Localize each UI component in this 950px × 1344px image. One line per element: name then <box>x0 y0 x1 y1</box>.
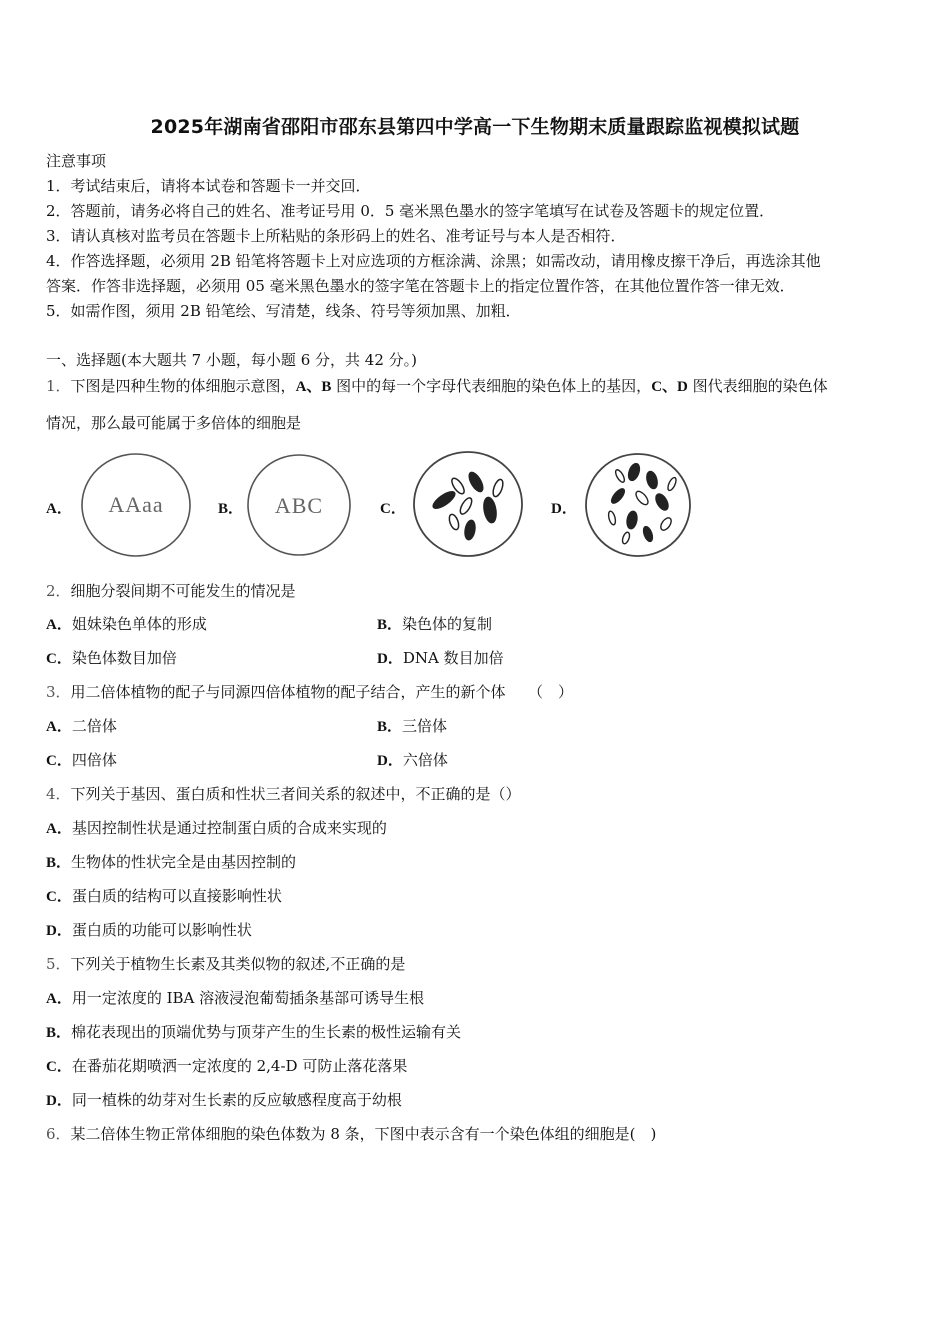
question-number: 3． <box>46 683 71 701</box>
chromosome <box>645 470 659 490</box>
chromosome <box>482 496 498 524</box>
option-text: 三倍体 <box>402 717 448 735</box>
chromosome <box>626 510 639 529</box>
cell-figure-a <box>78 450 198 560</box>
question-3 <box>46 682 573 702</box>
question-4 <box>46 784 521 804</box>
option-text: 蛋白质的功能可以影响性状 <box>71 921 252 939</box>
question-number: 5． <box>46 955 71 973</box>
question-text: 图代表细胞的染色体 <box>687 377 828 395</box>
option-b <box>46 1022 461 1043</box>
notice-item: 答案．作答非选择题，必须用 05 毫米黑色墨水的签字笔在答题卡上的指定位置作答，在其他位置作答一律无效． <box>46 277 795 295</box>
option-label: C． <box>46 753 72 769</box>
notice-heading: 注意事项 <box>46 152 107 170</box>
option-label: D． <box>46 1093 72 1109</box>
chromosome <box>621 531 631 544</box>
chromosome <box>491 478 505 498</box>
gene-text-b: ABC <box>274 493 324 518</box>
option-text: 同一植株的幼芽对生长素的反应敏感程度高于幼根 <box>71 1091 402 1109</box>
option-label: D． <box>46 923 72 939</box>
question-number: 1． <box>46 377 71 395</box>
notice-item: 1．考试结束后，请将本试卷和答题卡一并交回． <box>46 177 371 195</box>
figure-label-a: A． <box>46 501 72 517</box>
question-text-bold: A、B <box>295 379 332 395</box>
question-number: 2． <box>46 582 71 600</box>
option-label: A． <box>46 719 72 735</box>
option-text: 生物体的性状完全是由基因控制的 <box>71 853 297 871</box>
notice-item: 2．答题前，请务必将自己的姓名、准考证号用 0．5 毫米黑色墨水的签字笔填写在试卷及答题卡的规定位置． <box>46 202 775 220</box>
chromosome <box>659 516 674 532</box>
option-label: B． <box>377 719 403 735</box>
cell-figure-b <box>244 452 356 560</box>
chromosome <box>448 513 461 531</box>
option-label: B． <box>46 1025 72 1041</box>
question-text: 用二倍体植物的配子与同源四倍体植物的配子结合，产生的新个体 （ ） <box>70 683 574 701</box>
chromosome <box>614 468 626 483</box>
option-a <box>46 716 117 737</box>
option-label: B． <box>46 855 72 871</box>
option-d <box>377 750 448 771</box>
question-text: 图中的每一个字母代表细胞的染色体上的基因， <box>331 377 652 395</box>
option-text: 染色体数目加倍 <box>71 649 177 667</box>
chromosome <box>653 492 671 513</box>
question-1-continued: 情况，那么最可能属于多倍体的细胞是 <box>46 414 302 432</box>
option-text: 染色体的复制 <box>402 615 493 633</box>
cell-figure-c <box>410 448 526 560</box>
chromosome <box>430 488 457 511</box>
chromosome <box>463 519 476 540</box>
chromosome <box>666 476 677 491</box>
option-text: 二倍体 <box>71 717 117 735</box>
option-text: 基因控制性状是通过控制蛋白质的合成来实现的 <box>71 819 387 837</box>
chromosome <box>634 489 650 506</box>
page-title: 2025年湖南省邵阳市邵东县第四中学高一下生物期末质量跟踪监视模拟试题 <box>150 116 800 138</box>
question-text: 细胞分裂间期不可能发生的情况是 <box>70 582 296 600</box>
notice-item: 4．作答选择题，必须用 2B 铅笔将答题卡上对应选项的方框涂满、涂黑；如需改动，请用橡皮擦干净后，再选涂其他 <box>46 252 821 270</box>
question-text: 某二倍体生物正常体细胞的染色体数为 8 条，下图中表示含有一个染色体组的细胞是( ) <box>70 1125 657 1143</box>
question-1 <box>46 376 828 397</box>
option-text: 在番茄花期喷洒一定浓度的 2,4-D 可防止落花落果 <box>71 1057 408 1075</box>
chromosome <box>626 462 642 482</box>
notice-item: 5．如需作图，须用 2B 铅笔绘、写清楚，线条、符号等须加黑、加粗． <box>46 302 521 320</box>
question-number: 4． <box>46 785 71 803</box>
question-text: 下列关于基因、蛋白质和性状三者间关系的叙述中，不正确的是（） <box>70 785 521 803</box>
option-a <box>46 988 424 1009</box>
option-b <box>377 716 447 737</box>
figure-label-b: B． <box>218 501 244 517</box>
option-c <box>46 750 117 771</box>
cell-figure-d <box>582 450 694 560</box>
option-text: DNA 数目加倍 <box>402 649 504 667</box>
question-2 <box>46 581 296 601</box>
question-6 <box>46 1124 656 1144</box>
question-text: 下图是四种生物的体细胞示意图， <box>70 377 296 395</box>
option-label: B． <box>377 617 403 633</box>
option-label: D． <box>377 753 403 769</box>
figure-label-c: C． <box>380 501 406 517</box>
figure-label-d: D． <box>551 501 577 517</box>
notice-item: 3．请认真核对监考员在答题卡上所粘贴的条形码上的姓名、准考证号与本人是否相符． <box>46 227 626 245</box>
option-d <box>46 1090 402 1111</box>
option-b <box>377 614 492 635</box>
option-label: C． <box>46 651 72 667</box>
option-b <box>46 852 296 873</box>
option-label: C． <box>46 889 72 905</box>
question-text: 下列关于植物生长素及其类似物的叙述,不正确的是 <box>70 955 406 973</box>
question-5 <box>46 954 405 974</box>
option-label: A． <box>46 617 72 633</box>
chromosome <box>607 510 616 525</box>
question-number: 6． <box>46 1125 71 1143</box>
option-label: A． <box>46 991 72 1007</box>
option-label: C． <box>46 1059 72 1075</box>
chromosome <box>466 470 486 494</box>
option-text: 六倍体 <box>402 751 448 769</box>
section-heading: 一、选择题(本大题共 7 小题，每小题 6 分，共 42 分。) <box>46 351 417 369</box>
option-text: 蛋白质的结构可以直接影响性状 <box>71 887 282 905</box>
chromosome <box>458 496 474 516</box>
option-c <box>46 886 282 907</box>
question-text-bold: C、D <box>651 379 688 395</box>
option-text: 四倍体 <box>71 751 117 769</box>
option-d <box>46 920 252 941</box>
option-text: 姐妹染色单体的形成 <box>71 615 207 633</box>
option-text: 棉花表现出的顶端优势与顶芽产生的生长素的极性运输有关 <box>71 1023 462 1041</box>
option-c <box>46 1056 407 1077</box>
option-c <box>46 648 177 669</box>
chromosome <box>609 487 627 506</box>
option-label: D． <box>377 651 403 667</box>
option-a <box>46 818 387 839</box>
option-d <box>377 648 504 669</box>
gene-text-a: AAaa <box>108 492 164 517</box>
option-label: A． <box>46 821 72 837</box>
option-a <box>46 614 207 635</box>
option-text: 用一定浓度的 IBA 溶液浸泡葡萄插条基部可诱导生根 <box>71 989 425 1007</box>
chromosome <box>642 525 655 543</box>
